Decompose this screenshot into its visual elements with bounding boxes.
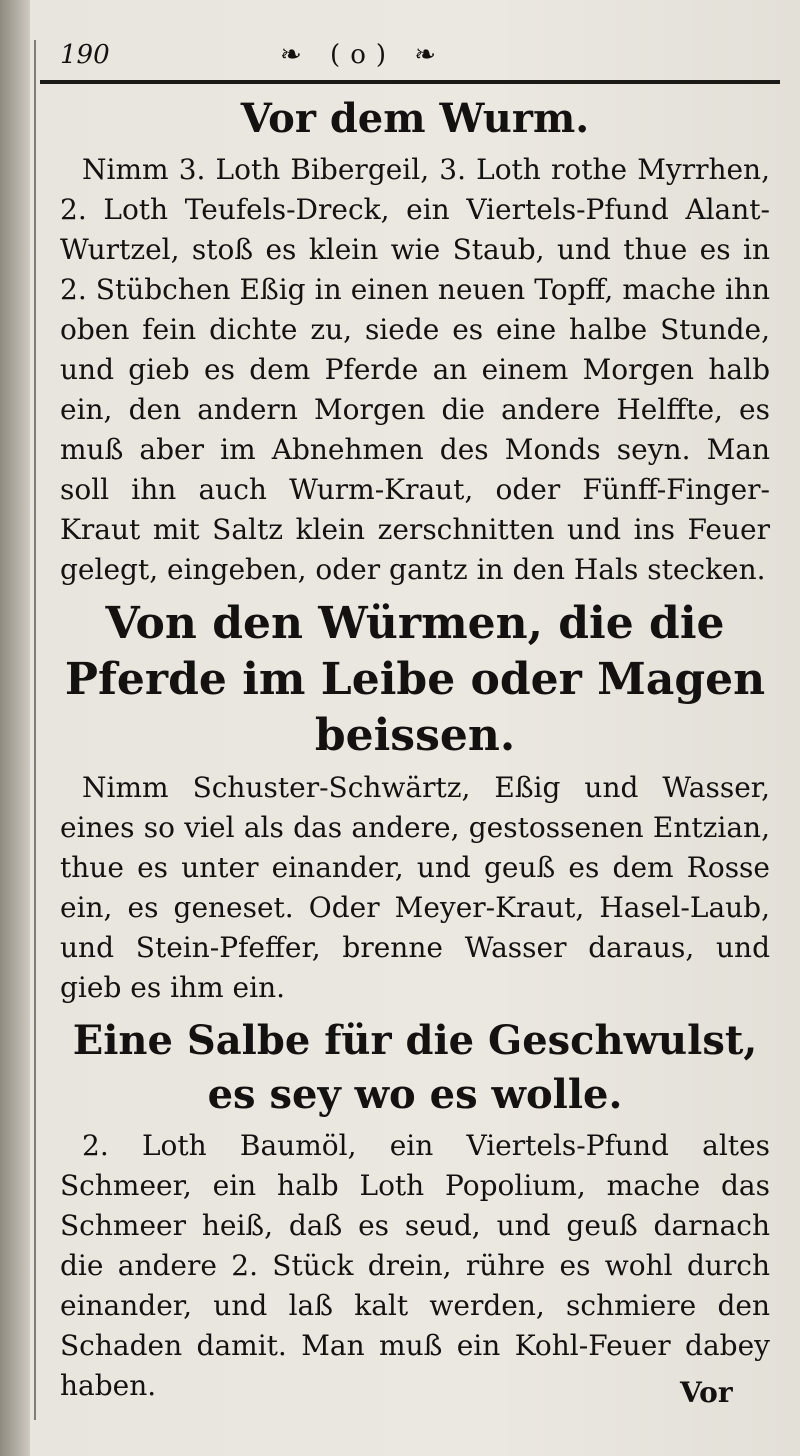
header-rule [40, 80, 780, 84]
catchword: Vor [680, 1376, 733, 1409]
section-paragraph-salve: 2. Loth Baumöl, ein Viertels-Pfund altes Schmeer, ein halb Loth Popolium, mache das Schmeer heiß, daß es seud, und geuß darnach die andere 2. Stück drein, rühre es wohl durch einander, und laß kalt werden, schmiere den Schaden damit. Man muß ein Kohl-Feuer dabey haben. [60, 1129, 770, 1402]
page-content [60, 92, 770, 1412]
section-heading-worms-biting: Von den Würmen, die die Pferde im Leibe oder Magen beissen. [64, 598, 766, 761]
margin-rule [34, 40, 36, 1420]
section-paragraph-worms-biting: Nimm Schuster-Schwärtz, Eßig und Wasser, eines so viel als das andere, gestossenen Entzian, thue es unter einander, und geuß es dem Rosse ein, es geneset. Oder Meyer-Kraut, Hasel-Laub, und Stein-Pfeffer, brenne Wasser daraus, und gieb es ihm ein. [60, 771, 770, 1004]
page-header [60, 40, 780, 80]
page-number: 190 [60, 40, 110, 70]
page-binding-shadow [0, 0, 30, 1456]
section-heading-salve: Eine Salbe für die Geschwulst, es sey wo es wolle. [72, 1017, 758, 1118]
header-ornament: ❧ (o) ❧ [280, 40, 447, 70]
section-heading-worm: Vor dem Wurm. [240, 95, 590, 142]
section-paragraph-worm: Nimm 3. Loth Bibergeil, 3. Loth rothe Myrrhen, 2. Loth Teufels-Dreck, ein Viertels-Pfund Alant-Wurtzel, stoß es klein wie Staub, und thue es in 2. Stübchen Eßig in einen neuen Topff, mache ihn oben fein dichte zu, siede es eine halbe Stunde, und gieb es dem Pferde an einem Morgen halb ein, den andern Morgen die andere Helffte, es muß aber im Abnehmen des Monds seyn. Man soll ihn auch Wurm-Kraut, oder Fünff-Finger-Kraut mit Saltz klein zerschnitten und ins Feuer gelegt, eingeben, oder gantz in den Hals stecken. [60, 153, 770, 586]
